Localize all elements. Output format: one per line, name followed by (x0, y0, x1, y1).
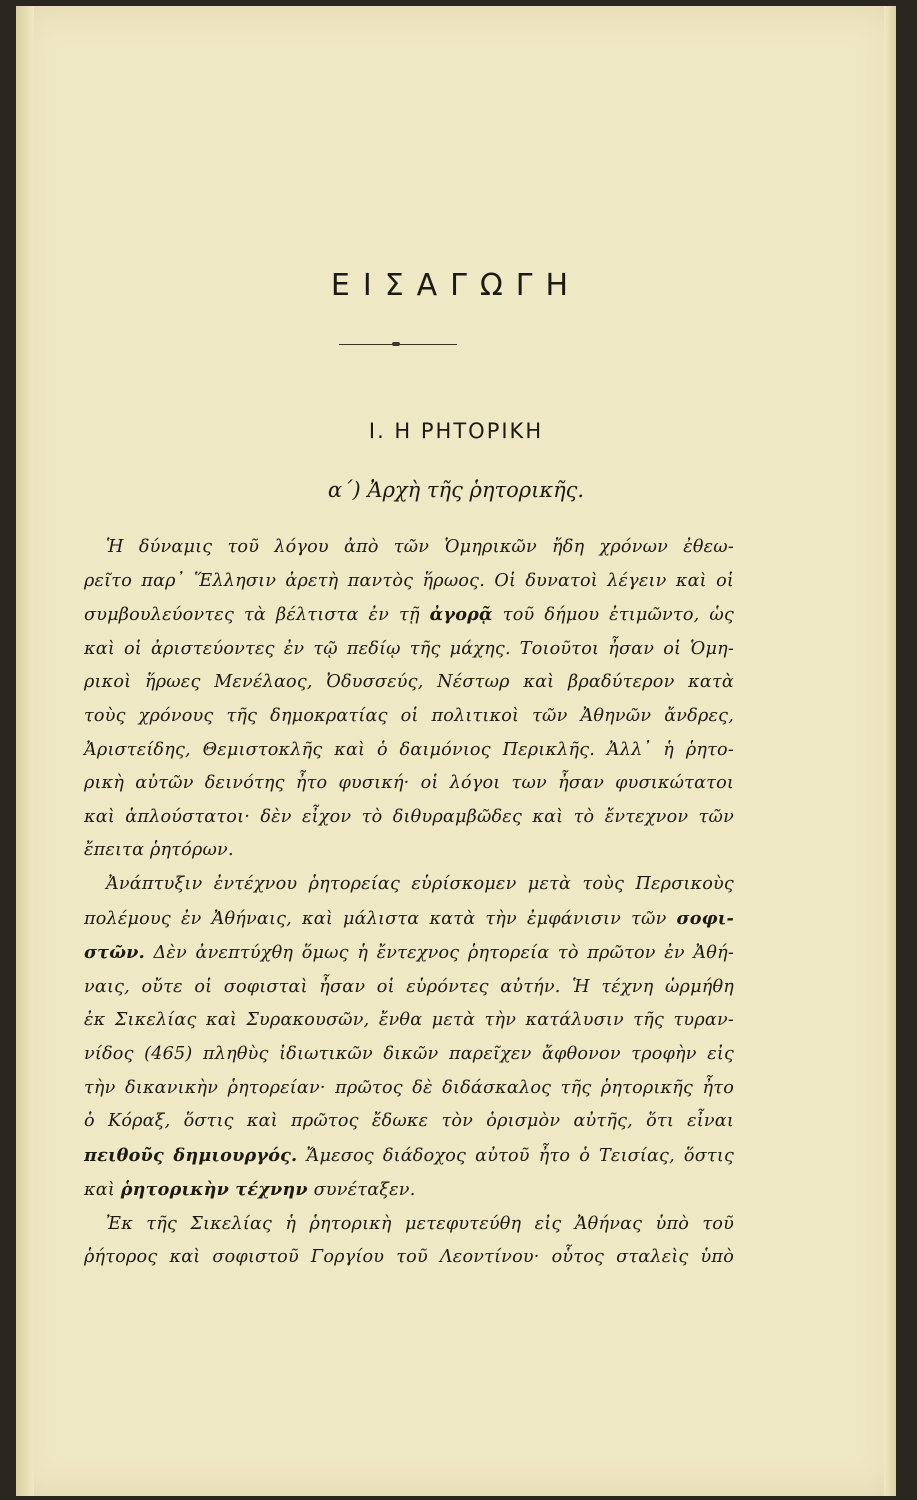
text-line (84, 1139, 734, 1174)
bold-term: στῶν. (84, 942, 145, 964)
text-segment: τοῦ δήμου ἐτιμῶντο, ὡς (492, 605, 735, 626)
body-text (84, 531, 734, 1275)
book-page (16, 6, 896, 1496)
text-line (84, 1208, 734, 1242)
page-edge (884, 6, 896, 1496)
rule-ornament (392, 342, 400, 346)
text-line (84, 936, 734, 971)
text-line (84, 1072, 734, 1106)
bold-term: σοφι- (676, 907, 734, 929)
bold-term: ῥητορικὴν τέχνην (120, 1179, 308, 1201)
text-line (84, 666, 734, 700)
text-segment: πολέμους ἐν Ἀθήναις, καὶ μάλιστα κατὰ τὴν ἐμφάνισιν τῶν (84, 908, 677, 929)
text-line (84, 868, 734, 902)
text-segment: ρικὴ αὐτῶν δεινότης ἦτο φυσική· οἱ λόγοι των ἦσαν φυσικώτατοι (84, 773, 734, 794)
text-segment: ἐκ Σικελίας καὶ Συρακουσῶν, ἔνθα μετὰ τὴν κατάλυσιν τῆς τυραν- (84, 1010, 734, 1031)
text-segment: ῥήτορος καὶ σοφιστοῦ Γοργίου τοῦ Λεοντίνου· οὗτος σταλεὶς ὑπὸ (84, 1247, 734, 1268)
text-segment: καὶ (84, 1180, 121, 1201)
text-segment: συνέταξεν. (307, 1180, 416, 1201)
text-segment: τοὺς χρόνους τῆς δημοκρατίας οἱ πολιτικοὶ τῶν Ἀθηνῶν ἄνδρες, (84, 705, 734, 726)
text-line (84, 1004, 734, 1038)
text-segment: ναις, οὔτε οἱ σοφισταὶ ἦσαν οἱ εὑρόντες αὐτήν. Ἡ τέχνη ὡρμήθη (84, 976, 734, 997)
page-gutter (16, 6, 34, 1496)
text-line (84, 734, 734, 768)
text-line (84, 1173, 734, 1208)
text-segment: Ἀριστείδης, Θεμιστοκλῆς καὶ ὁ δαιμόνιος Περικλῆς. Ἀλλ᾽ ἡ ῥητο- (84, 739, 734, 760)
page-title: ΕΙΣΑΓΩΓΗ (330, 268, 582, 303)
text-line (84, 902, 734, 937)
text-line (84, 1105, 734, 1139)
text-line (84, 633, 734, 667)
text-segment: νίδος (465) πληθὺς ἰδιωτικῶν δικῶν παρεῖχεν ἄφθονον τροφὴν εἰς (84, 1043, 734, 1064)
text-line (84, 767, 734, 801)
text-line (84, 1038, 734, 1072)
text-segment: ὁ Κόραξ, ὅστις καὶ πρῶτος ἔδωκε τὸν ὁρισμὸν αὐτῆς, ὅτι εἶναι (84, 1111, 734, 1132)
text-line (84, 1241, 734, 1275)
text-line (84, 971, 734, 1005)
text-segment: Ἄμεσος διάδοχος αὐτοῦ ἦτο ὁ Τεισίας, ὅστις (297, 1145, 734, 1166)
text-line (84, 531, 734, 565)
text-line (84, 834, 734, 868)
text-line (84, 801, 734, 835)
text-segment: συμβουλεύοντες τὰ βέλτιστα ἐν τῇ (84, 605, 430, 626)
text-segment: τὴν δικανικὴν ῥητορείαν· πρῶτος δὲ διδάσκαλος τῆς ῥητορικῆς ἦτο (84, 1077, 734, 1098)
section-heading: Ι. Η ΡΗΤΟΡΙΚΗ (368, 419, 544, 443)
text-segment: καὶ ἁπλούστατοι· δὲν εἶχον τὸ διθυραμβῶδες καὶ τὸ ἔντεχνον τῶν (84, 806, 734, 827)
bold-term: πειθοῦς δημιουργός. (84, 1144, 298, 1166)
text-segment: ρικοὶ ἥρωες Μενέλαος, Ὀδυσσεύς, Νέστωρ καὶ βραδύτερον κατὰ (84, 672, 734, 693)
bold-term: ἀγορᾷ (429, 604, 493, 626)
subsection-heading: α΄) Ἀρχὴ τῆς ῥητορικῆς. (327, 478, 585, 502)
text-segment: ἔπειτα ῥητόρων. (84, 840, 234, 861)
text-segment: Δὲν ἀνεπτύχθη ὅμως ἡ ἔντεχνος ῥητορεία τὸ πρῶτον ἐν Ἀθή- (144, 943, 734, 964)
text-segment: Ἐκ τῆς Σικελίας ἡ ῥητορικὴ μετεφυτεύθη εἰς Ἀθήνας ὑπὸ τοῦ (106, 1213, 734, 1234)
text-segment: ρεῖτο παρ᾽ Ἕλλησιν ἀρετὴ παντὸς ἥρωος. Οἱ δυνατοὶ λέγειν καὶ οἱ (84, 570, 734, 591)
text-segment: Ἡ δύναμις τοῦ λόγου ἀπὸ τῶν Ὁμηρικῶν ἤδη χρόνων ἐθεω- (106, 537, 734, 557)
text-line (84, 700, 734, 734)
text-line (84, 598, 734, 633)
text-segment: καὶ οἱ ἀριστεύοντες ἐν τῷ πεδίῳ τῆς μάχης. Τοιοῦτοι ἦσαν οἱ Ὁμη- (84, 638, 734, 659)
text-line (84, 565, 734, 599)
text-segment: Ἀνάπτυξιν ἐντέχνου ῥητορείας εὑρίσκομεν μετὰ τοὺς Περσικοὺς (106, 873, 734, 894)
